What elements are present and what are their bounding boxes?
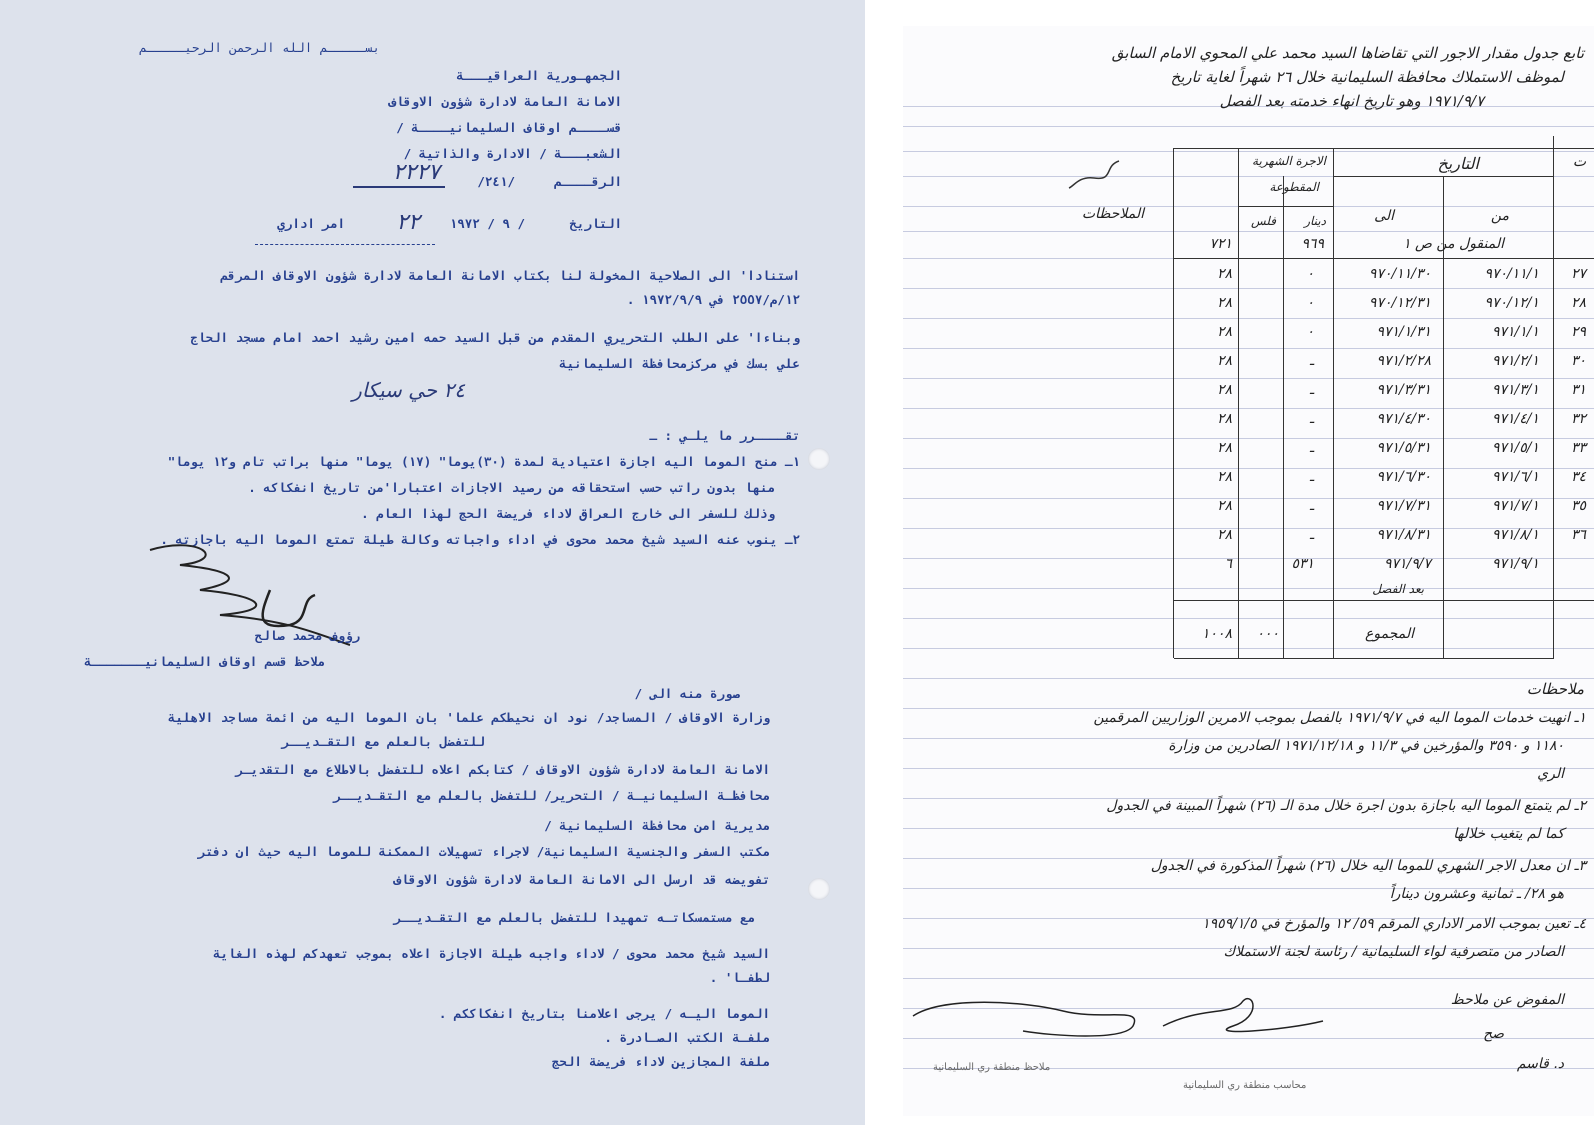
row-to-date: ٩٧١/٣/٣١ — [1376, 382, 1431, 398]
row-seq: ٣٥ — [1570, 498, 1586, 514]
cc8-line1: السيد شيخ محمد محوى / لاداء واجبه طيلة الاجازة اعلاه بموجب تعهدكم لهذه الغاية — [213, 946, 770, 961]
row-to-date: ٩٧١/١/٣١ — [1376, 324, 1431, 340]
row-fils: ـ — [1309, 469, 1314, 485]
note2-line1: ٢ـ لم يتمتع الموما اليه باجازة بدون اجرة خلال مدة الـ (٢٦) شهراً المبينة في الجدول — [1106, 798, 1586, 814]
row-seq: ٣٢ — [1570, 411, 1586, 427]
row-seq: ٣٤ — [1570, 469, 1586, 485]
item1-line3: وذلك للسفر الى خارج العراق لاداء فريضة الحج لهذا العام . — [361, 506, 775, 521]
row-seq: ٣٦ — [1570, 527, 1586, 543]
note3-line1: ٣ـ ان معدل الاجر الشهري للموما اليه خلال (٢٦) شهراً المذكورة في الجدول — [1150, 858, 1586, 874]
after-dismissal-note: بعد الفصل — [1372, 582, 1424, 596]
row-dinar: ٢٨ — [1216, 527, 1232, 543]
row-from-date: ٩٧١/٧/١ — [1491, 498, 1539, 514]
note4-line2: الصادر من متصرفية لواء السليمانية / رئاسة لجنة الاستملاك — [1223, 944, 1564, 960]
para2-line2: علي بسك في مركزمحافظة السليمانية — [559, 356, 800, 371]
cc2: الامانة العامة لادارة شؤون الاوقاف / كتابكم اعلاه للتفضل بالاطلاع مع التقديـر — [235, 762, 770, 777]
row-fils: ـ — [1309, 498, 1314, 514]
secretariat-header: الامانة العامة لادارة شؤون الاوقاف — [388, 94, 622, 109]
cc11: ملفة المجازين لاداء فريضة الحج — [551, 1054, 770, 1069]
cc5: مكتب السفر والجنسية السليمانية/ لاجراء تسهيلات الممكنة للموما اليه حيث ان دفتر — [198, 844, 770, 859]
signature-right-line2: صح — [1483, 1026, 1504, 1042]
section-header: قســــم اوقاف السليمانيــــة / — [396, 120, 622, 135]
row-fils: ـ — [1309, 353, 1314, 369]
note1-line2: ١١٨٠ و ٣٥٩٠ والمؤرخين في ١١/٣ و ١٩٧١/١٢/١٨ الصادرين من وزارة — [1168, 738, 1564, 754]
heading-line1: تابع جدول مقدار الاجور التي تقاضاها السيد محمد علي المحوي الامام السابق — [1111, 44, 1584, 62]
row-fils: ـ — [1309, 440, 1314, 456]
col-dinar-header: دينار — [1304, 214, 1326, 228]
carried-forward-fils: ٩٦٩ — [1301, 236, 1324, 252]
note4-line1: ٤ـ تعين بموجب الامر الاداري المرقم ٥٩/ ١٢ والمؤرخ في ١٩٥٩/١/٥ — [1202, 916, 1586, 932]
basmala: بســـــم الله الرحمن الرحيـــــم — [139, 40, 380, 55]
row-seq: ٣٣ — [1570, 440, 1586, 456]
punch-hole — [808, 878, 830, 900]
total-dinar: ١٠٠٨ — [1201, 626, 1232, 642]
row-dinar: ٢٨ — [1216, 469, 1232, 485]
row-fils: ـ — [1309, 382, 1314, 398]
row-fils: ـ — [1309, 527, 1314, 543]
date-value: / ٩ / ١٩٧٢ — [449, 216, 525, 231]
row-seq: ٢٨ — [1570, 295, 1586, 311]
row-seq: ٣٠ — [1570, 353, 1586, 369]
row-seq: ٢٧ — [1570, 266, 1586, 282]
row-dinar: ٦ — [1224, 556, 1232, 572]
copy-to-heading: صورة منه الى / — [634, 686, 740, 701]
date-handwritten: ٢٢ — [396, 210, 420, 235]
signatory-name: رؤوف محمد صالح — [254, 628, 360, 643]
row-dinar: ٢٨ — [1216, 266, 1232, 282]
republic-header: الجمهـورية العراقيـــة — [456, 68, 622, 83]
row-dinar: ٢٨ — [1216, 382, 1232, 398]
signatures-scribble — [903, 986, 1383, 1066]
cc4: مديرية امن محافظة السليمانية / — [544, 818, 770, 833]
col-from-header: من — [1490, 208, 1509, 224]
row-from-date: ٩٧١/٨/١ — [1491, 527, 1539, 543]
row-dinar: ٢٨ — [1216, 440, 1232, 456]
order-underline — [255, 244, 435, 245]
cc9: الموما اليـه / يرجى اعلامنا بتاريخ انفكاككم . — [438, 1006, 770, 1021]
para1-line2: ١٢/م/٢٥٥٧ في ١٩٧٢/٩/٩ . — [626, 292, 800, 307]
cc8-line2: لطفـا' . — [709, 970, 770, 985]
row-to-date: ٩٧١/٤/٣٠ — [1376, 411, 1431, 427]
signature-right-line1: المفوض عن ملاحظ — [1450, 992, 1564, 1008]
row-dinar: ٢٨ — [1216, 324, 1232, 340]
note3-line2: هو ٢٨/ ـ ثمانية وعشرون ديناراً — [1389, 886, 1564, 902]
signatory-title: ملاحظ قسم اوقاف السليمانيـــــــة — [84, 654, 325, 669]
carried-forward-label: المنقول من ص ١ — [1403, 236, 1504, 252]
notes-title: ملاحظات — [1526, 680, 1584, 698]
total-label: المجموع — [1365, 626, 1414, 642]
row-seq: ٣١ — [1570, 382, 1586, 398]
row-from-date: ٩٧١/٣/١ — [1491, 382, 1539, 398]
number-label: الرقــــم — [554, 174, 622, 189]
stamp-left: ملاحظ منطقة ري السليمانية — [933, 1062, 1051, 1073]
division-header: الشعبـــة / الادارة والذاتية / — [403, 146, 622, 161]
cc3: محافظـة السليمانيـة / التحرير/ للتفضل بالعلم مع التقـديــر — [333, 788, 770, 803]
note1-line3: الري — [1537, 766, 1564, 782]
row-fils: ـ — [1309, 411, 1314, 427]
row-from-date: ٩٧١/٤/١ — [1491, 411, 1539, 427]
row-fils: ٥٣١ — [1291, 556, 1314, 572]
row-to-date: ٩٧١/٥/٣١ — [1376, 440, 1431, 456]
row-to-date: ٩٧١/٩/٧ — [1383, 556, 1431, 572]
row-from-date: ٩٧١/٢/١ — [1491, 353, 1539, 369]
row-to-date: ٩٧٠/١٢/٣١ — [1368, 295, 1431, 311]
col-wage-sub-header: المقطوعة — [1269, 180, 1319, 194]
col-wage-header: الاجرة الشهرية — [1252, 154, 1326, 168]
row-from-date: ٩٧١/٩/١ — [1491, 556, 1539, 572]
row-from-date: ٩٧٠/١٢/١ — [1484, 295, 1539, 311]
number-value: /٢٤١/ — [477, 174, 515, 189]
row-from-date: ٩٧١/١/١ — [1491, 324, 1539, 340]
item1-line2: منها بدون راتب حسب استحقاقه من رصيد الاجازات اعتبارا'من تاريخ انفكاكه . — [248, 480, 775, 495]
cc6: تفويضه قد ارسل الى الامانة العامة لادارة شؤون الاوقاف — [393, 872, 770, 887]
row-from-date: ٩٧١/٦/١ — [1491, 469, 1539, 485]
row-to-date: ٩٧١/٨/٣١ — [1376, 527, 1431, 543]
row-to-date: ٩٧١/٢/٢٨ — [1376, 353, 1431, 369]
row-seq: ٢٩ — [1570, 324, 1586, 340]
row-to-date: ٩٧١/٧/٣١ — [1376, 498, 1431, 514]
row-fils: ٠ — [1306, 295, 1314, 311]
col-fils-header: فلس — [1250, 214, 1276, 228]
item2: ٢ـ ينوب عنه السيد شيخ محمد محوى في اداء واجباته وكالة طيلة تمتع الموما اليه باجازته . — [160, 532, 800, 547]
date-label: التاريخ — [569, 216, 622, 231]
note1-line1: ١ـ انهيت خدمات الموما اليه في ١٩٧١/٩/٧ بالفصل بموجب الامرين الوزاريين المرقمين — [1093, 710, 1586, 726]
heading-line3: ١٩٧١/٩/٧ وهو تاريخ انهاء خدمته بعد الفصل — [1219, 92, 1484, 110]
row-to-date: ٩٧٠/١١/٣٠ — [1368, 266, 1431, 282]
order-type: امر اداري — [277, 216, 345, 231]
stamp-center: محاسب منطقة ري السليمانية — [1183, 1080, 1307, 1091]
col-notes-header: الملاحظات — [1081, 206, 1144, 222]
note2-line2: كما لم يتغيب خلالها — [1453, 826, 1564, 842]
number-underline — [353, 186, 445, 188]
cc7: مع مستمسكاتـه تمهيدا للتفضل بالعلم مع التقـديــر — [393, 910, 755, 925]
row-from-date: ٩٧٠/١١/١ — [1484, 266, 1539, 282]
notes-scribble — [1064, 156, 1124, 192]
col-to-header: الى — [1374, 208, 1394, 224]
para1-line1: استنادا' الى الصلاحية المخولة لنا بكتاب الامانة العامة لادارة شؤون الاوقاف المرقم — [220, 268, 800, 283]
signature-right-line3: د. قاسم — [1516, 1056, 1564, 1072]
row-fils: ٠ — [1306, 324, 1314, 340]
number-handwritten: ٢٢٢٧ — [392, 160, 440, 185]
cc1-line1: وزارة الاوقاف / المساجد/ نود ان نحيطكم علما' بان الموما اليه من ائمة مساجد الاهلية — [167, 710, 770, 725]
item1-line1: ١ـ منح الموما اليه اجازة اعتيادية لمدة (٣٠)يوما" (١٧) يوما" منها براتب تام و١٢ يوما" — [167, 454, 800, 469]
para2-handwritten: ٢٤ حي سيكار — [352, 378, 465, 402]
row-fils: ٠ — [1306, 266, 1314, 282]
row-dinar: ٢٨ — [1216, 411, 1232, 427]
cc1-line2: للتفضل بالعلم مع التقـديــر — [281, 734, 485, 749]
total-fils: ٠٠٠ — [1256, 626, 1279, 642]
wages-table-sheet — [903, 26, 1594, 1116]
row-dinar: ٢٨ — [1216, 353, 1232, 369]
para2-line1: وبناءا' على الطلب التحريري المقدم من قبل السيد حمه امين رشيد احمد امام مسجد الحاج — [190, 330, 800, 345]
row-dinar: ٢٨ — [1216, 295, 1232, 311]
row-to-date: ٩٧١/٦/٣٠ — [1376, 469, 1431, 485]
col-seq-header: ت — [1572, 154, 1586, 170]
col-date-header: التاريخ — [1437, 154, 1479, 173]
row-from-date: ٩٧١/٥/١ — [1491, 440, 1539, 456]
decided-heading: تقــــرر ما يلـي : ـ — [649, 428, 800, 443]
carried-forward-dinar: ٧٢١ — [1209, 236, 1232, 252]
heading-line2: لموظف الاستملاك محافظة السليمانية خلال ٢٦ شهراً لغاية تاريخ — [1170, 68, 1564, 86]
cc10: ملفـة الكتب الصـادرة . — [604, 1030, 770, 1045]
row-dinar: ٢٨ — [1216, 498, 1232, 514]
punch-hole — [808, 448, 830, 470]
